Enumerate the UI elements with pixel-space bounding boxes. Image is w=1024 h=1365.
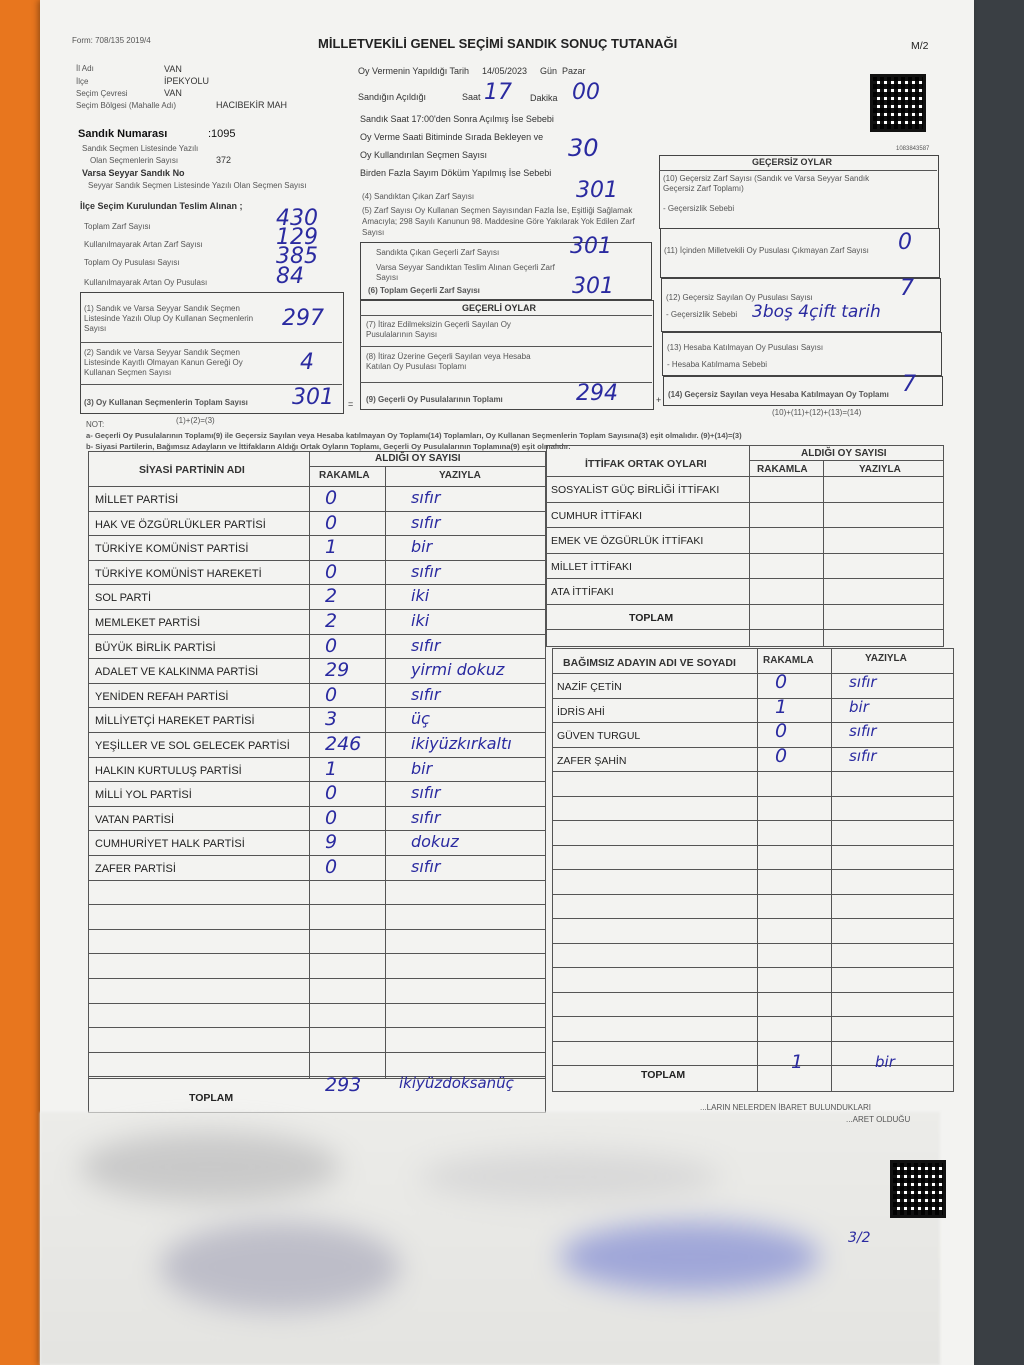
row-line bbox=[89, 1052, 545, 1053]
independents-table bbox=[552, 648, 954, 1092]
row-line bbox=[553, 1016, 953, 1017]
independent-votes-num: 0 bbox=[775, 671, 788, 693]
row-line bbox=[553, 992, 953, 993]
alliance-name: MİLLET İTTİFAKI bbox=[551, 560, 632, 573]
row-line bbox=[89, 609, 545, 610]
party-votes-num: 2 bbox=[325, 585, 338, 608]
saat-value: 17 bbox=[484, 80, 512, 105]
row-line bbox=[89, 511, 545, 512]
multi-count-label: Birden Fazla Sayım Döküm Yapılmış İse Sebebi bbox=[360, 168, 552, 178]
v9-label: (9) Geçerli Oy Pusulalarının Toplamı bbox=[366, 395, 503, 404]
sandik-no-label: Sandık Numarası bbox=[78, 128, 168, 140]
row-line bbox=[553, 796, 953, 797]
i14-value: 7 bbox=[902, 372, 916, 397]
party-name: HALKIN KURTULUŞ PARTİSİ bbox=[95, 764, 242, 777]
col-line bbox=[309, 466, 310, 1078]
alliances-head-text: YAZIYLA bbox=[859, 464, 901, 475]
cevre-value: VAN bbox=[164, 88, 182, 98]
independent-name: İDRİS AHİ bbox=[557, 705, 605, 718]
parties-head-name: SİYASİ PARTİNİN ADI bbox=[139, 464, 245, 476]
row-line bbox=[89, 830, 545, 831]
independent-votes-num: 1 bbox=[775, 695, 788, 718]
row-line bbox=[89, 1027, 545, 1028]
voters-formula: (1)+(2)=(3) bbox=[176, 416, 215, 425]
il-value: VAN bbox=[164, 64, 182, 74]
row-line bbox=[89, 806, 545, 807]
note-b: b- Siyasi Partilerin, Bağımsız Adayların ve İttifakların Aldığı Ortak Oyların Toplamı, Geçerli Oy Pusulalarının Toplamına(9) eşit olmalıdır. bbox=[86, 442, 571, 451]
row-line bbox=[553, 845, 953, 846]
footer-qr-code-icon bbox=[890, 1160, 946, 1218]
waiting-label: Oy Verme Saati Bitiminde Sırada Bekleyen ve bbox=[360, 132, 544, 142]
row-line bbox=[553, 1041, 953, 1042]
saat-label: Saat bbox=[462, 92, 481, 102]
i12-label: (12) Geçersiz Sayılan Oy Pusulası Sayısı bbox=[666, 293, 813, 302]
parties-head-text: YAZIYLA bbox=[439, 470, 481, 481]
i13-reason: - Hesaba Katılmama Sebebi bbox=[667, 360, 768, 369]
notes-label: NOT: bbox=[86, 420, 105, 429]
party-votes-num: 1 bbox=[325, 757, 338, 780]
independents-head-text: YAZIYLA bbox=[865, 653, 907, 664]
voted-waiting-value: 30 bbox=[568, 134, 599, 162]
row-line bbox=[547, 476, 943, 477]
party-votes-text: bir bbox=[411, 537, 433, 557]
row-line bbox=[89, 855, 545, 856]
independent-name: GÜVEN TURGUL bbox=[557, 730, 641, 742]
row-line bbox=[89, 560, 545, 561]
qr-code-icon bbox=[870, 74, 926, 132]
row-line bbox=[89, 929, 545, 930]
row-line bbox=[89, 634, 545, 635]
party-votes-text: üç bbox=[411, 709, 430, 729]
independent-votes-text: sıfır bbox=[849, 673, 877, 691]
row-line bbox=[89, 732, 545, 733]
row-line bbox=[89, 1003, 545, 1004]
party-votes-num: 29 bbox=[325, 659, 350, 682]
alliances-head-votes: ALDIĞI OY SAYISI bbox=[801, 448, 887, 459]
row-line bbox=[553, 747, 953, 748]
party-votes-text: sıfır bbox=[411, 561, 441, 581]
row-line bbox=[553, 869, 953, 870]
head-divider bbox=[749, 460, 943, 461]
party-votes-num: 0 bbox=[325, 806, 338, 829]
invalid-formula: (10)+(11)+(12)+(13)=(14) bbox=[772, 408, 862, 417]
independent-votes-text: sıfır bbox=[849, 722, 877, 740]
unused-pusula-value: 84 bbox=[276, 264, 304, 289]
row-line bbox=[553, 673, 953, 674]
parties-head-num: RAKAMLA bbox=[319, 470, 370, 481]
note-a: a- Geçerli Oy Pusulalarının Toplamı(9) ile Geçersiz Sayılan veya Hesaba katılmayan Oy Toplamı(14) Toplamları, Oy Kullanan Seçmenlerin Toplam Sayısına(3) eşit olmalıdır. (9)+(14)=(3) bbox=[86, 431, 742, 440]
row-line bbox=[553, 967, 953, 968]
party-votes-text: iki bbox=[411, 611, 430, 630]
footer-line-2: ...ARET OLDUĞU bbox=[846, 1115, 911, 1124]
i12-reason-label: - Geçersizlik Sebebi bbox=[666, 310, 738, 319]
registered-label-1: Sandık Seçmen Listesinde Yazılı bbox=[82, 144, 199, 153]
v7-label: (7) İtiraz Edilmeksizin Geçerli Sayılan Oy Pusulalarının Sayısı bbox=[366, 320, 511, 339]
party-name: YEŞİLLER VE SOL GELECEK PARTİSİ bbox=[95, 740, 290, 752]
unused-zarf-value: 129 bbox=[276, 225, 318, 250]
party-votes-text: sıfır bbox=[411, 857, 441, 876]
alliances-head-name: İTTİFAK ORTAK OYLARI bbox=[585, 458, 707, 470]
independents-head-num: RAKAMLA bbox=[763, 655, 814, 666]
e6-value: 301 bbox=[572, 274, 614, 299]
row-line bbox=[89, 978, 545, 979]
row-line bbox=[547, 604, 943, 605]
invalid-title: GEÇERSİZ OYLAR bbox=[752, 157, 833, 167]
row-line bbox=[547, 553, 943, 554]
party-name: MİLLET PARTİSİ bbox=[95, 494, 179, 506]
row-line bbox=[89, 707, 545, 708]
row-line bbox=[89, 781, 545, 782]
received-title: İlçe Seçim Kurulundan Teslim Alınan ; bbox=[80, 201, 243, 211]
party-votes-num: 2 bbox=[325, 610, 338, 632]
party-votes-num: 0 bbox=[325, 856, 338, 878]
parties-total-text: ikiyüzdoksanüç bbox=[399, 1074, 514, 1092]
i11-value: 0 bbox=[898, 230, 912, 255]
party-votes-text: yirmi dokuz bbox=[411, 660, 505, 680]
i12-reason-value: 3boş 4çift tarih bbox=[752, 302, 881, 322]
v3-label: (3) Oy Kullanan Seçmenlerin Toplam Sayısı bbox=[84, 398, 248, 407]
party-name: TÜRKİYE KOMÜNİST HAREKETİ bbox=[95, 567, 262, 580]
sandik-no-value: :1095 bbox=[208, 128, 236, 140]
independent-name: ZAFER ŞAHİN bbox=[557, 754, 627, 767]
i12-value: 7 bbox=[900, 276, 914, 301]
party-votes-num: 0 bbox=[325, 782, 338, 805]
row-line bbox=[89, 535, 545, 536]
row-line bbox=[547, 629, 943, 630]
i14-label: (14) Geçersiz Sayılan veya Hesaba Katılmayan Oy Toplamı bbox=[668, 390, 889, 399]
signature-mark: 3/2 bbox=[848, 1230, 871, 1246]
party-name: ADALET VE KALKINMA PARTİSİ bbox=[95, 666, 259, 679]
independent-votes-text: sıfır bbox=[849, 746, 877, 765]
i10-reason: - Geçersizlik Sebebi bbox=[663, 204, 735, 213]
form-code: Form: 708/135 2019/4 bbox=[72, 36, 151, 45]
bolge-label: Seçim Bölgesi (Mahalle Adı) bbox=[76, 101, 177, 110]
alliance-name: ATA İTTİFAKI bbox=[551, 586, 614, 598]
independents-total-text: bir bbox=[875, 1053, 895, 1071]
zarf-label: Toplam Zarf Sayısı bbox=[84, 222, 151, 231]
v8-label: (8) İtiraz Üzerine Geçerli Sayılan veya Hesaba Katılan Oy Pusulası Toplamı bbox=[366, 352, 531, 371]
bolge-value: HACIBEKİR MAH bbox=[216, 100, 288, 110]
dakika-label: Dakika bbox=[530, 93, 558, 103]
ilce-label: İlçe bbox=[76, 77, 89, 86]
row-line bbox=[553, 820, 953, 821]
party-votes-text: sıfır bbox=[411, 512, 441, 532]
v3-value: 301 bbox=[292, 385, 334, 410]
party-votes-num: 0 bbox=[325, 634, 338, 657]
party-name: SOL PARTİ bbox=[95, 592, 152, 605]
voted-waiting-label: Oy Kullandırılan Seçmen Sayısı bbox=[360, 150, 488, 160]
independent-votes-text: bir bbox=[849, 697, 869, 716]
plus-sign: + bbox=[656, 395, 662, 405]
party-votes-num: 9 bbox=[325, 831, 338, 854]
party-votes-text: dokuz bbox=[411, 832, 459, 852]
parties-total-label: TOPLAM bbox=[189, 1092, 234, 1104]
reason-late-label: Sandık Saat 17:00'den Sonra Açılmış İse Sebebi bbox=[360, 114, 554, 124]
party-name: ZAFER PARTİSİ bbox=[95, 863, 176, 875]
i13-box bbox=[662, 332, 942, 376]
independents-head-name: BAĞIMSIZ ADAYIN ADI VE SOYADI bbox=[563, 657, 736, 669]
e6-label: (6) Toplam Geçerli Zarf Sayısı bbox=[368, 286, 480, 295]
parties-table bbox=[88, 451, 546, 1113]
row-line bbox=[547, 502, 943, 503]
i11-label: (11) İçinden Milletvekili Oy Pusulası Çıkmayan Zarf Sayısı bbox=[664, 246, 869, 255]
i13-label: (13) Hesaba Katılmayan Oy Pusulası Sayısı bbox=[667, 343, 824, 352]
day-label: Gün bbox=[540, 66, 558, 76]
alliances-table bbox=[546, 445, 944, 647]
barcode-number: 1083843587 bbox=[896, 146, 930, 152]
date-label: Oy Vermenin Yapıldığı Tarih bbox=[358, 66, 470, 76]
party-votes-text: sıfır bbox=[411, 783, 441, 803]
v2-value: 4 bbox=[300, 350, 314, 375]
row-line bbox=[89, 757, 545, 758]
party-name: BÜYÜK BİRLİK PARTİSİ bbox=[95, 641, 216, 654]
il-label: İl Adı bbox=[76, 64, 94, 73]
registered-value: 372 bbox=[216, 155, 232, 165]
party-name: MİLLİYETÇİ HAREKET PARTİSİ bbox=[95, 715, 255, 728]
row-line bbox=[89, 658, 545, 659]
party-votes-text: sıfır bbox=[411, 807, 441, 827]
party-name: HAK VE ÖZGÜRLÜKLER PARTİSİ bbox=[95, 518, 266, 531]
alliance-name: CUMHUR İTTİFAKI bbox=[551, 509, 642, 522]
zarf-value: 430 bbox=[276, 206, 318, 231]
row-line bbox=[547, 527, 943, 528]
redacted-footer bbox=[40, 1112, 940, 1365]
v1-value: 297 bbox=[282, 306, 324, 331]
party-votes-text: iki bbox=[411, 586, 430, 606]
row-line bbox=[553, 771, 953, 772]
alliances-total-label: TOPLAM bbox=[629, 611, 674, 624]
party-votes-text: sıfır bbox=[411, 488, 441, 507]
party-votes-text: ikiyüzkırkaltı bbox=[411, 734, 512, 753]
party-votes-num: 1 bbox=[325, 536, 338, 559]
head-divider bbox=[309, 466, 545, 467]
v2-label: (2) Sandık ve Varsa Seyyar Sandık Seçmen Listesinde Kayıtlı Olmayan Kanun Gereği Oy Kullanan Seçmen Sayısı bbox=[84, 348, 243, 377]
independent-votes-num: 0 bbox=[775, 744, 788, 767]
page-title: MİLLETVEKİLİ GENEL SEÇİMİ SANDIK SONUÇ TUTANAĞI bbox=[318, 36, 678, 51]
valid-title: GEÇERLİ OYLAR bbox=[462, 303, 537, 313]
parties-total-num: 293 bbox=[325, 1074, 362, 1096]
e6a-label: Sandıkta Çıkan Geçerli Zarf Sayısı bbox=[376, 248, 500, 257]
party-votes-text: sıfır bbox=[411, 684, 441, 704]
col-line bbox=[757, 649, 758, 1091]
i10-label: (10) Geçersiz Zarf Sayısı (Sandık ve Varsa Seyyar Sandık Geçersiz Zarf Toplamı) bbox=[663, 174, 870, 193]
footer-line-1: ...LARIN NELERDEN İBARET BULUNDUKLARI bbox=[700, 1103, 872, 1112]
row-line bbox=[89, 953, 545, 954]
page-number: M/2 bbox=[911, 40, 929, 52]
row-line bbox=[89, 584, 545, 585]
alliances-head-num: RAKAMLA bbox=[757, 464, 808, 475]
row-line bbox=[553, 894, 953, 895]
opened-label: Sandığın Açıldığı bbox=[358, 92, 427, 102]
e4-label: (4) Sandıktan Çıkan Zarf Sayısı bbox=[362, 192, 475, 201]
row-line bbox=[89, 880, 545, 881]
row-line bbox=[553, 943, 953, 944]
parties-head-votes: ALDIĞI OY SAYISI bbox=[375, 453, 461, 464]
party-name: MİLLİ YOL PARTİSİ bbox=[95, 789, 192, 802]
independent-votes-num: 0 bbox=[775, 720, 788, 742]
party-votes-num: 0 bbox=[325, 487, 338, 509]
row-line bbox=[89, 683, 545, 684]
party-name: VATAN PARTİSİ bbox=[95, 813, 175, 826]
row-line bbox=[89, 486, 545, 487]
independent-name: NAZİF ÇETİN bbox=[557, 681, 622, 693]
unused-zarf-label: Kullanılmayarak Artan Zarf Sayısı bbox=[84, 240, 203, 249]
party-name: YENİDEN REFAH PARTİSİ bbox=[95, 690, 229, 703]
ilce-value: İPEKYOLU bbox=[164, 76, 210, 86]
party-votes-num: 0 bbox=[325, 560, 338, 583]
pusula-value: 385 bbox=[276, 244, 318, 269]
row-line bbox=[553, 698, 953, 699]
independents-total-label: TOPLAM bbox=[641, 1069, 686, 1081]
cevre-label: Seçim Çevresi bbox=[76, 89, 128, 98]
e4-value: 301 bbox=[576, 178, 618, 203]
party-votes-num: 0 bbox=[325, 683, 338, 706]
row-line bbox=[553, 918, 953, 919]
date-value: 14/05/2023 bbox=[482, 66, 528, 76]
party-votes-text: bir bbox=[411, 758, 433, 778]
party-votes-num: 3 bbox=[325, 708, 338, 731]
party-name: CUMHURİYET HALK PARTİSİ bbox=[95, 838, 245, 851]
party-votes-num: 0 bbox=[325, 511, 338, 534]
e6a-value: 301 bbox=[570, 234, 612, 259]
dakika-value: 00 bbox=[572, 80, 600, 105]
equals-sign: = bbox=[348, 399, 354, 409]
seyyar-label: Varsa Seyyar Sandık No bbox=[82, 168, 185, 178]
party-votes-text: sıfır bbox=[411, 635, 441, 655]
seyyar-count-label: Seyyar Sandık Seçmen Listesinde Yazılı Olan Seçmen Sayısı bbox=[88, 181, 307, 190]
col-line bbox=[385, 466, 386, 1078]
alliance-name: EMEK VE ÖZGÜRLÜK İTTİFAKI bbox=[551, 535, 704, 547]
e5-label: (5) Zarf Sayısı Oy Kullanan Seçmen Sayısından Fazla İse, Eşitliği Sağlamak Amacıyla; 298 Sayılı Kanunun 98. Maddesine Göre Yakılarak Yok Edilen Zarf Sayısı bbox=[362, 206, 635, 237]
independents-total-num: 1 bbox=[791, 1051, 804, 1073]
party-name: TÜRKİYE KOMÜNİST PARTİSİ bbox=[95, 543, 249, 556]
day-value: Pazar bbox=[562, 66, 586, 76]
row-line bbox=[89, 904, 545, 905]
v1-label: (1) Sandık ve Varsa Seyyar Sandık Seçmen Listesinde Yazılı Olup Oy Kullanan Seçmenlerin Sayısı bbox=[84, 304, 254, 333]
v9-value: 294 bbox=[576, 381, 618, 406]
party-votes-num: 246 bbox=[325, 733, 362, 755]
unused-pusula-label: Kullanılmayarak Artan Oy Pusulası bbox=[84, 278, 208, 287]
party-name: MEMLEKET PARTİSİ bbox=[95, 617, 201, 629]
registered-label-2: Olan Seçmenlerin Sayısı bbox=[90, 156, 179, 165]
e6b-label: Varsa Seyyar Sandıktan Teslim Alınan Geçerli Zarf Sayısı bbox=[376, 263, 555, 282]
alliance-name: SOSYALİST GÜÇ BİRLİĞİ İTTİFAKI bbox=[551, 484, 720, 496]
pusula-label: Toplam Oy Pusulası Sayısı bbox=[84, 258, 180, 267]
row-line bbox=[553, 722, 953, 723]
col-line bbox=[831, 649, 832, 1091]
row-line bbox=[547, 578, 943, 579]
